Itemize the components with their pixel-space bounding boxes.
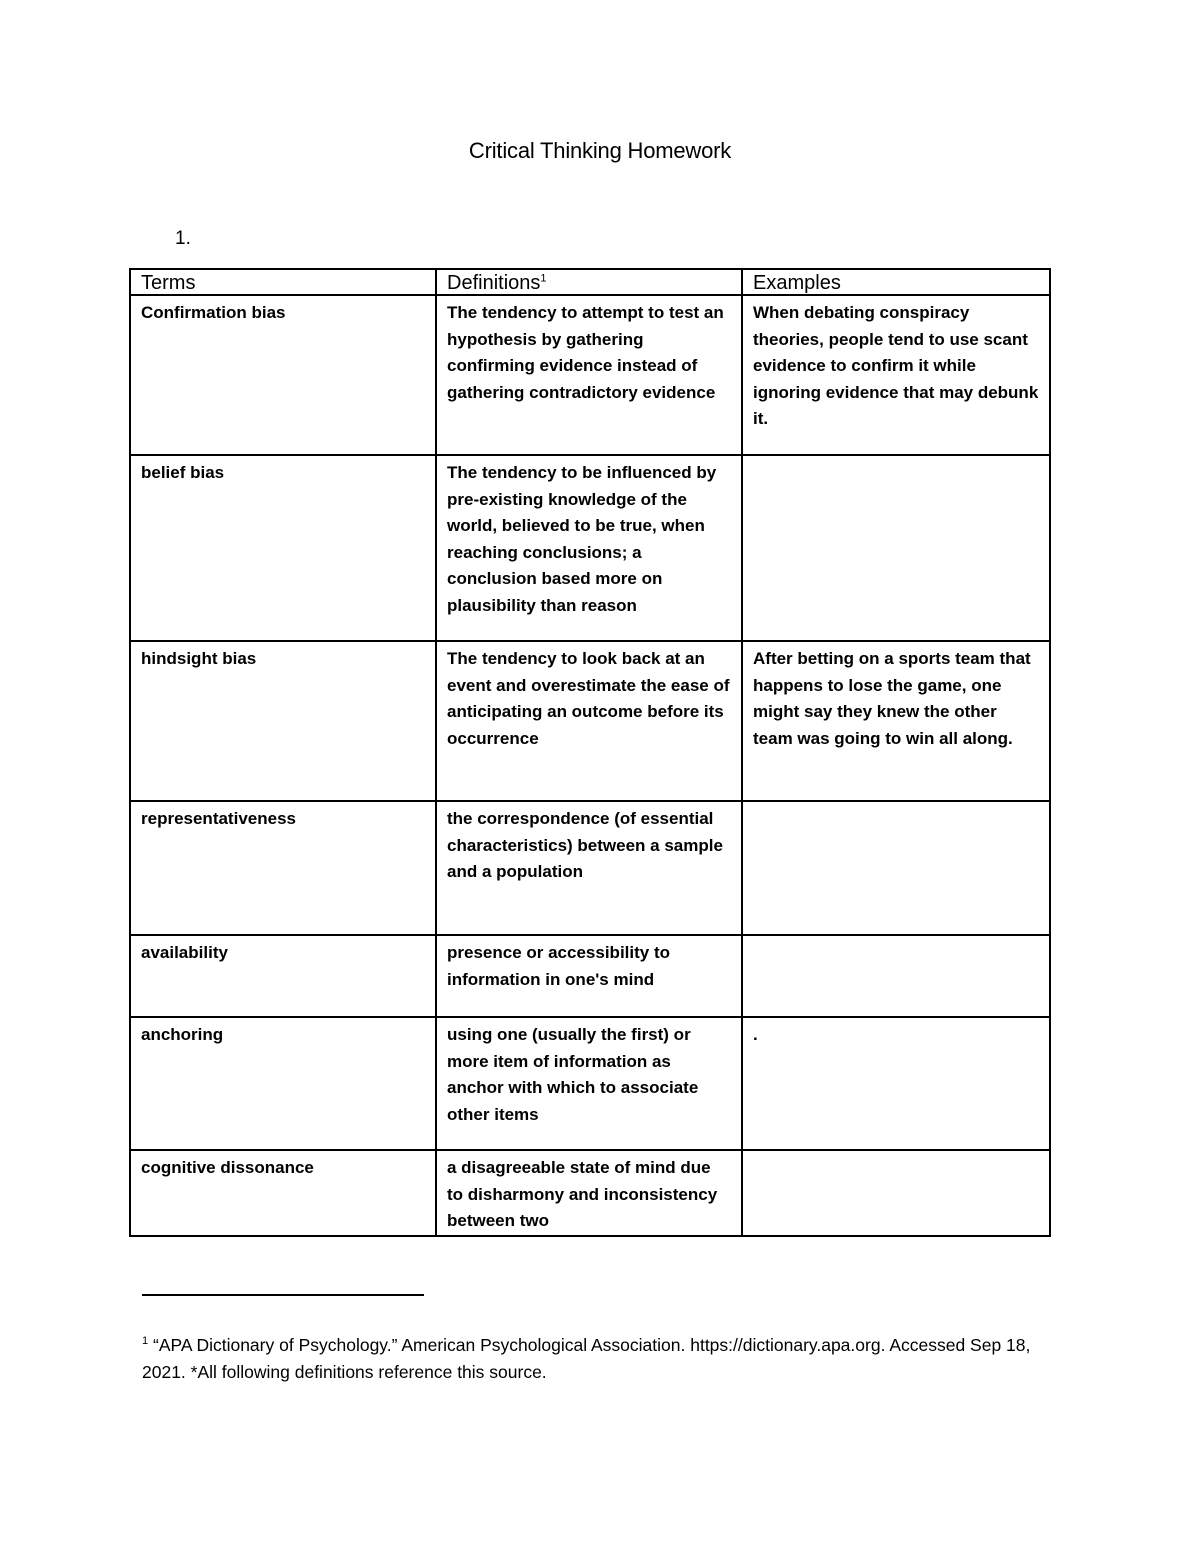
example-cell <box>742 935 1050 1017</box>
table-header-row <box>130 269 1050 295</box>
table-row <box>130 1150 1050 1236</box>
example-cell <box>742 455 1050 641</box>
list-number: 1. <box>175 228 191 249</box>
header-examples: Examples <box>742 269 1050 295</box>
footnote-text: “APA Dictionary of Psychology.” American Psychological Association. https://dictionary.apa.org. Accessed Sep 18, 2021. *All following definitions reference this source. <box>142 1335 1031 1382</box>
table-row <box>130 455 1050 641</box>
definition-cell: the correspondence (of essential characteristics) between a sample and a population <box>436 801 742 935</box>
header-terms: Terms <box>130 269 436 295</box>
table-row <box>130 1017 1050 1150</box>
table-row <box>130 801 1050 935</box>
definition-cell: using one (usually the first) or more item of information as anchor with which to associate other items <box>436 1017 742 1150</box>
footnote-separator <box>142 1294 424 1296</box>
table-row <box>130 641 1050 801</box>
term-cell: availability <box>130 935 436 1017</box>
term-cell: Confirmation bias <box>130 295 436 455</box>
footnote <box>142 1332 1042 1386</box>
document-title: Critical Thinking Homework <box>468 138 732 163</box>
table-row <box>130 935 1050 1017</box>
definition-cell: The tendency to be influenced by pre-existing knowledge of the world, believed to be true, when reaching conclusions; a conclusion based more on plausibility than reason <box>436 455 742 641</box>
definition-cell: presence or accessibility to information in one's mind <box>436 935 742 1017</box>
definition-cell: a disagreeable state of mind due to disharmony and inconsistency between two <box>436 1150 742 1236</box>
term-cell: cognitive dissonance <box>130 1150 436 1236</box>
example-cell <box>742 1150 1050 1236</box>
table-row <box>130 295 1050 455</box>
terms-table <box>129 268 1051 1237</box>
footnote-reference: 1 <box>540 272 547 285</box>
header-definitions <box>436 269 742 295</box>
example-cell: . <box>742 1017 1050 1150</box>
term-cell: anchoring <box>130 1017 436 1150</box>
header-definitions-label: Definitions <box>447 272 541 294</box>
term-cell: hindsight bias <box>130 641 436 801</box>
example-cell: When debating conspiracy theories, people tend to use scant evidence to confirm it while ignoring evidence that may debunk it. <box>742 295 1050 455</box>
definition-cell: The tendency to look back at an event and overestimate the ease of anticipating an outcome before its occurrence <box>436 641 742 801</box>
term-cell: representativeness <box>130 801 436 935</box>
example-cell: After betting on a sports team that happens to lose the game, one might say they knew the other team was going to win all along. <box>742 641 1050 801</box>
footnote-number: 1 <box>142 1335 149 1348</box>
term-cell: belief bias <box>130 455 436 641</box>
example-cell <box>742 801 1050 935</box>
definition-cell: The tendency to attempt to test an hypothesis by gathering confirming evidence instead of gathering contradictory evidence <box>436 295 742 455</box>
